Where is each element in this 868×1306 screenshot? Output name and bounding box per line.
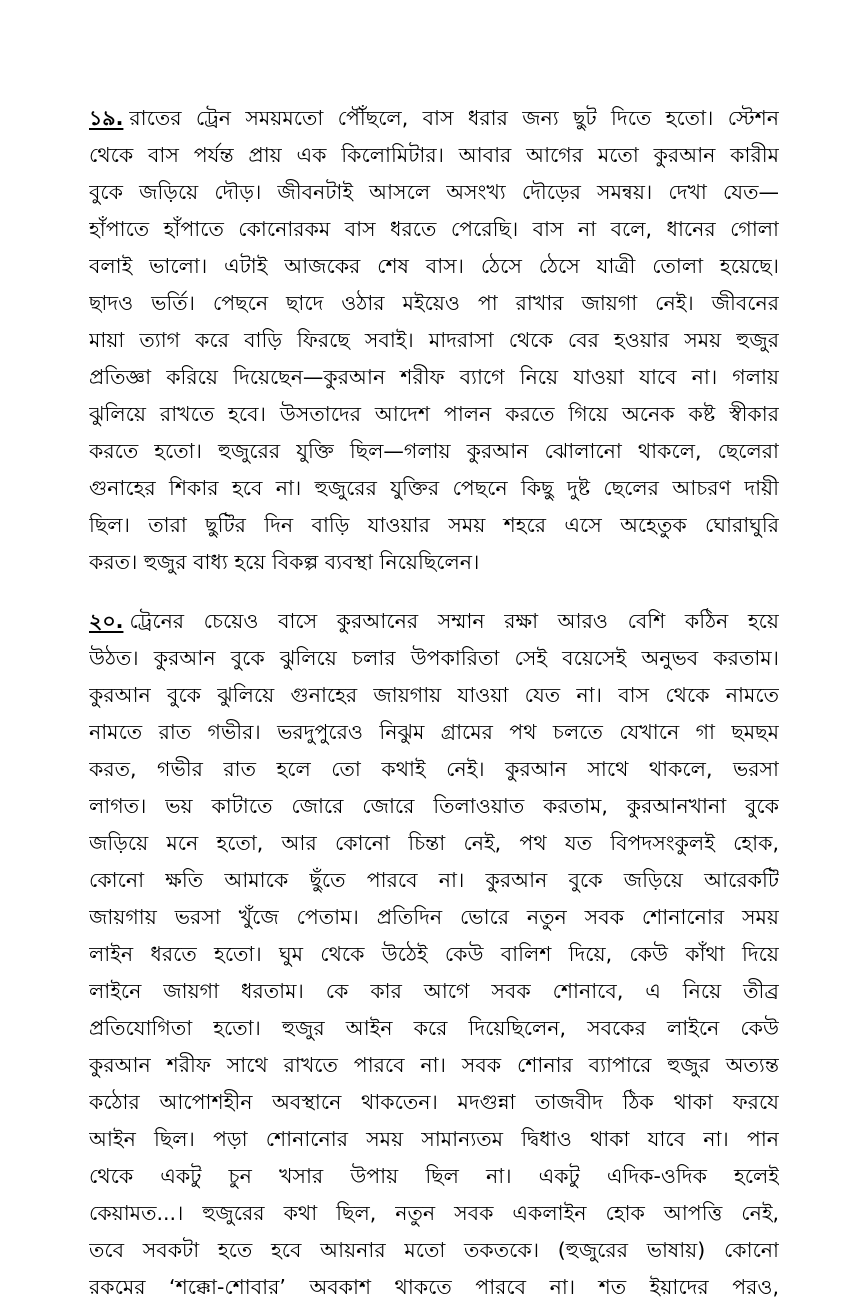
paragraph-20 — [89, 603, 779, 1306]
text-line: কঠোর আপোশহীন অবস্থানে থাকতেন। মদগুন্না তাজবীদ ঠিক থাকা ফরযে — [89, 1090, 779, 1114]
paragraph-19 — [89, 100, 779, 581]
text-line: নামতে রাত গভীর। ভরদুপুরেও নিঝুম গ্রামের পথ চলতে যেখানে গা ছমছম — [89, 720, 779, 744]
text-line: কোনো ক্ষতি আমাকে ছুঁতে পারবে না। কুরআন বুকে জড়িয়ে আরেকটি — [89, 868, 779, 892]
text-line: কুরআন শরীফ সাথে রাখতে পারবে না। সবক শোনার ব্যাপারে হুজুর অত্যন্ত — [89, 1053, 779, 1077]
text-line: জায়গায় ভরসা খুঁজে পেতাম। প্রতিদিন ভোরে নতুন সবক শোনানোর সময় — [89, 905, 779, 929]
text-line: গুনাহের শিকার হবে না। হুজুরের যুক্তির পেছনে কিছু দুষ্ট ছেলের আচরণ দায়ী — [89, 476, 779, 500]
text-line: কেয়ামত...। হুজুরের কথা ছিল, নতুন সবক একলাইন হোক আপত্তি নেই, — [89, 1201, 779, 1225]
text-line: করতে হতো। হুজুরের যুক্তি ছিল—গলায় কুরআন ঝোলানো থাকলে, ছেলেরা — [89, 439, 779, 463]
text-line: করত। হুজুর বাধ্য হয়ে বিকল্প ব্যবস্থা নিয়েছিলেন। — [89, 550, 480, 574]
text-line: থেকে একটু চুন খসার উপায় ছিল না। একটু এদিক-ওদিক হলেই — [89, 1164, 779, 1188]
text-line: হাঁপাতে হাঁপাতে কোনোরকম বাস ধরতে পেরেছি। বাস না বলে, ধানের গোলা — [89, 217, 779, 241]
text-line: লাগত। ভয় কাটাতে জোরে জোরে তিলাওয়াত করতাম, কুরআনখানা বুকে — [89, 794, 779, 818]
text-line — [89, 100, 779, 137]
document-page — [89, 100, 779, 1306]
paragraph-number: ১৯. — [89, 106, 124, 130]
text-line: আইন ছিল। পড়া শোনানোর সময় সামান্যতম দ্বিধাও থাকা যাবে না। পান — [89, 1127, 779, 1151]
text-line: মায়া ত্যাগ করে বাড়ি ফিরছে সবাই। মাদরাসা থেকে বের হওয়ার সময় হুজুর — [89, 328, 779, 352]
text-line: বলাই ভালো। এটাই আজকের শেষ বাস। ঠেসে ঠেসে যাত্রী তোলা হয়েছে। — [89, 254, 779, 278]
text-line: তবে সবকটা হতে হবে আয়নার মতো তকতকে। (হুজুরের ভাষায়) কোনো — [89, 1238, 779, 1262]
text-line: রকমের ‘শক্কো-শোবার’ অবকাশ থাকতে পারবে না। শত ইয়াদের পরও, — [89, 1275, 779, 1299]
text-line: ছাদও ভর্তি। পেছনে ছাদে ওঠার মইয়েও পা রাখার জায়গা নেই। জীবনের — [89, 291, 779, 315]
text-line: লাইনে জায়গা ধরতাম। কে কার আগে সবক শোনাবে, এ নিয়ে তীব্র — [89, 979, 779, 1003]
text-line: থেকে বাস পর্যন্ত প্রায় এক কিলোমিটার। আবার আগের মতো কুরআন কারীম — [89, 143, 779, 167]
text-line: ছিল। তারা ছুটির দিন বাড়ি যাওয়ার সময় শহরে এসে অহেতুক ঘোরাঘুরি — [89, 513, 779, 537]
text-line: ঝুলিয়ে রাখতে হবে। উসতাদের আদেশ পালন করতে গিয়ে অনেক কষ্ট স্বীকার — [89, 402, 779, 426]
text-line: জড়িয়ে মনে হতো, আর কোনো চিন্তা নেই, পথ যত বিপদসংকুলই হোক, — [89, 831, 779, 855]
text-line: বুকে জড়িয়ে দৌড়। জীবনটাই আসলে অসংখ্য দৌড়ের সমন্বয়। দেখা যেত— — [89, 180, 779, 204]
text-line: কুরআন বুকে ঝুলিয়ে গুনাহের জায়গায় যাওয়া যেত না। বাস থেকে নামতে — [89, 683, 779, 707]
text-line: প্রতিযোগিতা হতো। হুজুর আইন করে দিয়েছিলেন, সবকের লাইনে কেউ — [89, 1016, 779, 1040]
line-text: ট্রেনের চেয়েও বাসে কুরআনের সম্মান রক্ষা আরও বেশি কঠিন হয়ে — [129, 609, 779, 633]
text-line: প্রতিজ্ঞা করিয়ে দিয়েছেন—কুরআন শরীফ ব্যাগে নিয়ে যাওয়া যাবে না। গলায় — [89, 365, 779, 389]
text-line — [89, 603, 779, 640]
text-line: লাইন ধরতে হতো। ঘুম থেকে উঠেই কেউ বালিশ দিয়ে, কেউ কাঁথা দিয়ে — [89, 942, 779, 966]
text-line: উঠত। কুরআন বুকে ঝুলিয়ে চলার উপকারিতা সেই বয়েসেই অনুভব করতাম। — [89, 646, 779, 670]
text-line: করত, গভীর রাত হলে তো কথাই নেই। কুরআন সাথে থাকলে, ভরসা — [89, 757, 779, 781]
line-text: রাতের ট্রেন সময়মতো পৌঁছলে, বাস ধরার জন্য ছুট দিতে হতো। স্টেশন — [129, 106, 779, 130]
paragraph-number: ২০. — [89, 609, 124, 633]
